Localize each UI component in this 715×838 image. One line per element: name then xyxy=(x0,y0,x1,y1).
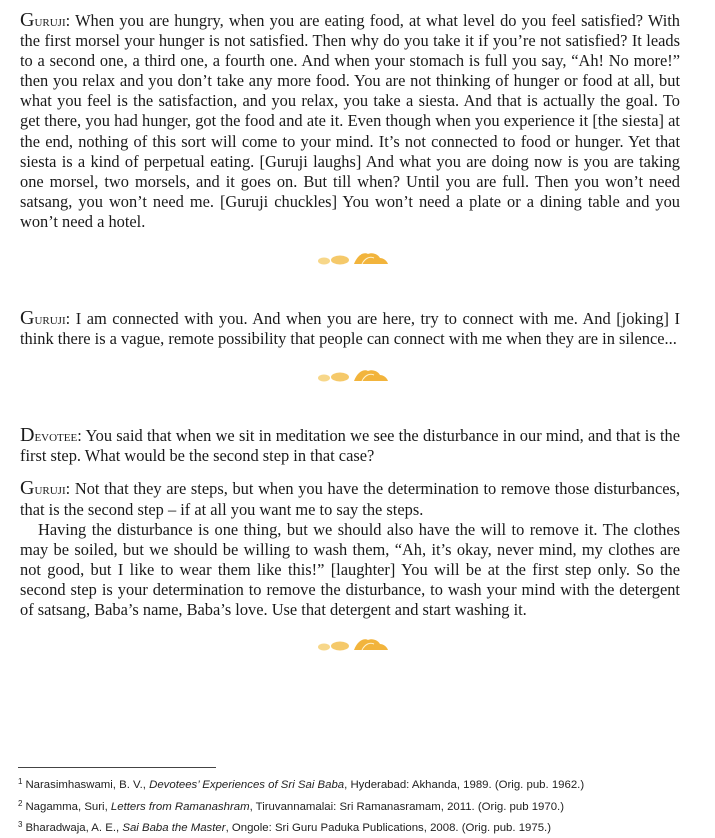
lotus-ornament-icon xyxy=(310,248,390,268)
page-body xyxy=(20,10,680,654)
speaker-label: Guruji xyxy=(20,307,66,330)
footnotes xyxy=(18,773,698,838)
lotus-ornament-icon xyxy=(310,365,390,385)
footnote-item: $^2$ Nagamma, Suri, Letters from Ramanashram, Tiruvannamalai: Sri Ramanasramam, 2011. (Orig. pub 1970.) xyxy=(18,798,564,813)
lotus-ornament-icon xyxy=(310,634,390,654)
paragraph-text: When you are hungry, when you are eating food, at what level do you feel satisfied? With the first morsel your hunger is not satisfied. Then why do you take it if you’re not satisfied? It leads to a second one, a third one, a fourth one. And when your stomach is full you say, “Ah! No more!” then you relax and you don’t take any more food. You are not thinking of hunger or food at all, but what you feel is the satisfaction, and you relax, you take a siesta. And that is actually the goal. To get there, you had hunger, got the food and ate it. Even though when you experience it [the siesta] at the end, nothing of this sort will come to your mind. It’s not connected to food or hunger. Yet that siesta is a kind of perpetual eating. [Guruji laughs] And what you are doing now is you are taking one morsel, two morsels, and it goes on. But till when? Until you are full. Then you won’t need satsang, you won’t need me. [Guruji chuckles] You won’t need a plate or a dining table and you won’t need a hotel. xyxy=(20,11,680,231)
footnote-divider xyxy=(18,767,216,768)
speaker-label: Guruji xyxy=(20,477,66,500)
speaker-label: Devotee xyxy=(20,424,78,447)
paragraph-text: You said that when we sit in meditation we see the disturbance in our mind, and that is the first step. What would be the second step in that case? xyxy=(20,426,680,466)
dialogue-paragraph: Having the disturbance is one thing, but we should also have the will to remove it. The clothes may be soiled, but we should be willing to wash them, “Ah, it’s okay, never mind, my clothes are not good, but I like to wear them like this!” [laughter] You will be at the first step only. So the second step is your determination to remove the disturbance, to wash your mind with the detergent of satsang, Baba’s name, Baba’s love. Use that detergent and start washing it. xyxy=(20,519,680,619)
dialogue-paragraph: Guruji: I am connected with you. And when you are here, try to connect with me. And [joking] I think there is a vague, remote possibility that people can connect with me when they are in silence... xyxy=(20,307,681,349)
speaker-label: Guruji xyxy=(20,9,66,31)
paragraph-text: Not that they are steps, but when you have the determination to remove those disturbances, that is the second step – if at all you want me to say the steps. xyxy=(20,479,681,519)
footnote-item: $^3$ Bharadwaja, A. E., Sai Baba the Master, Ongole: Sri Guru Paduka Publications, 2008. (Orig. pub. 1975.) xyxy=(18,820,552,834)
paragraph-text: I am connected with you. And when you are here, try to connect with me. And [joking] I think there is a vague, remote possibility that people can connect with me when they are in silence... xyxy=(20,309,681,349)
dialogue-paragraph: Guruji: Not that they are steps, but when you have the determination to remove those disturbances, that is the second step – if at all you want me to say the steps. xyxy=(20,477,681,519)
dialogue-paragraph: Guruji: When you are hungry, when you are eating food, at what level do you feel satisfied? With the first morsel your hunger is not satisfied. Then why do you take it if you’re not satisfied? It leads to a second one, a third one, a fourth one. And when your stomach is full you say, “Ah! No more!” then you relax and you don’t take any more food. You are not thinking of hunger or food at all, but what you feel is the satisfaction, and you relax, you take a siesta. And that is actually the goal. To get there, you had hunger, got the food and ate it. Even though when you experience it [the siesta] at the end, nothing of this sort will come to your mind. It’s not connected to food or hunger. Yet that siesta is a kind of perpetual eating. [Guruji laughs] And what you are doing now is you are taking one morsel, two morsels, and it goes on. But till when? Until you are full. Then you won’t need satsang, you won’t need me. [Guruji chuckles] You won’t need a plate or a dining table and you won’t need a hotel. xyxy=(20,9,680,231)
footnote-item: $^1$ Narasimhaswami, B. V., Devotees’ Experiences of Sri Sai Baba, Hyderabad: Akhanda, 1989. (Orig. pub. 1962.) xyxy=(18,777,585,791)
dialogue-paragraph: Devotee: You said that when we sit in meditation we see the disturbance in our mind, and that is the first step. What would be the second step in that case? xyxy=(20,424,680,466)
